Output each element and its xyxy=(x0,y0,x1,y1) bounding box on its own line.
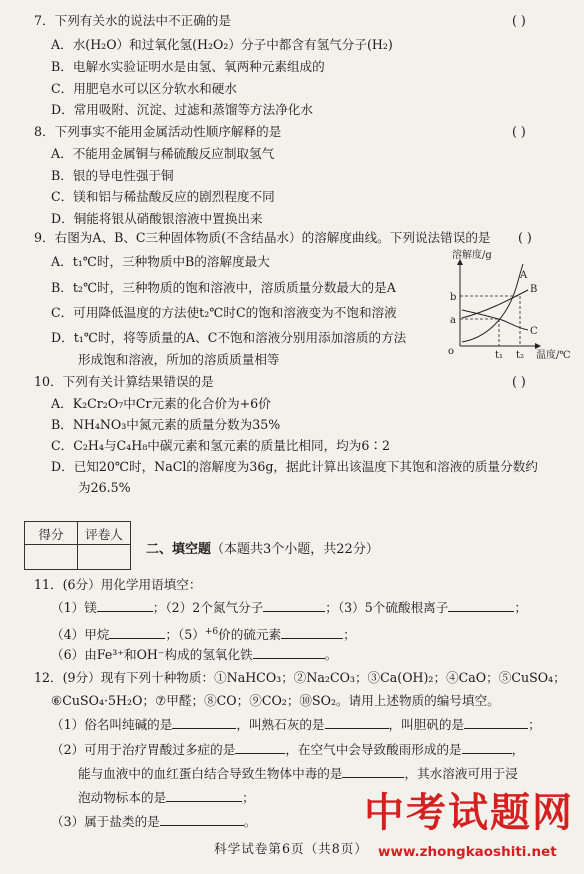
watermark-url[interactable]: www.zhongkaoshiti.net xyxy=(378,844,557,860)
q11-row-3 xyxy=(51,646,337,664)
q12-blank-acid-rain[interactable] xyxy=(462,741,512,754)
graph-y-tick-a: a xyxy=(450,315,456,326)
score-box-header-grader: 评卷人 xyxy=(78,522,131,545)
q12-p2b-label-b: ，其水溶液可用于浸 xyxy=(404,766,518,781)
q12-part-2-continued-2 xyxy=(78,789,255,807)
q11-part6-label: （6）由Fe³⁺和OH⁻构成的氢氧化铁 xyxy=(51,647,253,662)
q12-stem-continued: ⑥CuSO₄·5H₂O；⑦甲醛；⑧CO；⑨CO₂；⑩SO₂。请用上述物质的编号填空。 xyxy=(51,693,500,708)
q7-option-c: C．用肥皂水可以区分软水和硬水 xyxy=(51,81,237,96)
page-footer: 科学试卷第6页（共8页） xyxy=(214,841,368,856)
q8-answer-paren: ( ) xyxy=(512,124,526,139)
q8-option-a: A．不能用金属铜与稀硫酸反应制取氢气 xyxy=(51,146,275,161)
q12-part-3 xyxy=(51,813,256,831)
q11-blank-1[interactable] xyxy=(97,599,153,612)
graph-x-tick-t2: t₂ xyxy=(516,350,525,360)
q10-option-d: D．已知20℃时，NaCl的溶解度为36g，据此计算出该温度下其饱和溶液的质量分数约 xyxy=(51,459,538,474)
curve-label-b: B xyxy=(530,284,538,295)
q9-option-c: C．可用降低温度的方法使t₂℃时C的饱和溶液变为不饱和溶液 xyxy=(51,305,397,320)
solubility-curve-graph xyxy=(440,248,580,360)
q10-stem: 10．下列有关计算结果错误的是 xyxy=(34,374,214,389)
score-box-score-cell[interactable] xyxy=(25,545,78,570)
score-box xyxy=(24,521,131,570)
q11-part2-label: ；（2）2个氮气分子 xyxy=(152,600,264,615)
curve-label-a: A xyxy=(520,270,528,281)
section-two-heading: 二、填空题 xyxy=(146,542,212,557)
q9-option-a: A．t₁℃时，三种物质中B的溶解度最大 xyxy=(51,254,270,269)
q8-option-b: B．银的导电性强于铜 xyxy=(51,168,174,183)
q12-p2-label-a: （2）可用于治疗胃酸过多症的是 xyxy=(51,742,236,757)
q11-stem: 11．(6分）用化学用语填空： xyxy=(34,577,202,592)
q12-p1-label-a: （1）俗名叫纯碱的是 xyxy=(51,717,173,732)
q12-p1-label-c: ，叫胆矾的是 xyxy=(388,717,465,732)
q10-option-c: C．C₂H₄与C₄H₈中碳元素和氢元素的质量比相同，均为6∶2 xyxy=(51,438,390,453)
q12-blank-salts[interactable] xyxy=(160,813,244,826)
q11-part1-label: （1）镁 xyxy=(51,600,97,615)
q11-blank-6[interactable] xyxy=(253,646,325,659)
q8-option-d: D．铜能将银从硝酸银溶液中置换出来 xyxy=(51,211,263,226)
q11-blank-4[interactable] xyxy=(109,626,165,639)
graph-x-tick-t1: t₁ xyxy=(495,350,504,360)
section-two-note: （本题共3个小题，共22分） xyxy=(211,542,379,557)
q10-option-d-continued: 为26.5% xyxy=(78,480,131,495)
q11-row-1 xyxy=(51,599,527,617)
curve-b xyxy=(462,290,528,318)
score-box-grader-cell[interactable] xyxy=(78,545,131,570)
q11-blank-5[interactable] xyxy=(281,626,343,639)
q12-p2b-label-a: 能与血液中的血红蛋白结合导致生物体中毒的是 xyxy=(78,766,343,781)
q12-p2-label-b: ，在空气中会导致酸雨形成的是 xyxy=(285,742,462,757)
q12-p3-label: （3）属于盐类的是 xyxy=(51,814,160,829)
q11-row3-end: 。 xyxy=(324,647,338,662)
section-two-title xyxy=(146,538,379,557)
curve-label-c: C xyxy=(530,326,538,337)
q12-blank-soda-ash[interactable] xyxy=(172,716,236,729)
q11-valence-sup: +6 xyxy=(204,627,219,637)
q11-part4-label: （4）甲烷 xyxy=(51,627,110,643)
q12-blank-antacid[interactable] xyxy=(235,741,285,754)
q10-option-b: B．NH₄NO₃中氮元素的质量分数为35% xyxy=(51,417,281,432)
watermark-logo: 中考试题网 xyxy=(364,790,574,836)
q7-option-d: D．常用吸附、沉淀、过滤和蒸馏等方法净化水 xyxy=(51,102,313,117)
q9-option-d: D．t₁℃时，将等质量的A、C不饱和溶液分别用添加溶质的方法 xyxy=(51,330,407,345)
q12-p3-end: 。 xyxy=(243,814,257,829)
q12-blank-blue-vitriol[interactable] xyxy=(464,716,528,729)
q12-stem: 12．(9分）现有下列十种物质：①NaHCO₃；②Na₂CO₃；③Ca(OH)₂；④CaO；⑤CuSO₄； xyxy=(34,670,566,685)
q12-p1-end: ； xyxy=(528,717,541,732)
q11-row-2 xyxy=(51,623,356,644)
q7-option-a: A．水(H₂O）和过氧化氢(H₂O₂）分子中都含有氢气分子(H₂) xyxy=(51,37,393,52)
q7-stem: 7．下列有关水的说法中不正确的是 xyxy=(34,13,231,28)
q11-row2-end: ； xyxy=(343,627,356,643)
q11-row1-end: ； xyxy=(514,600,527,615)
q12-blank-specimen[interactable] xyxy=(166,789,242,802)
q12-blank-toxic[interactable] xyxy=(342,765,404,778)
q12-p2c-end: ； xyxy=(242,790,255,805)
graph-x-axis-label: 温度/℃ xyxy=(536,350,571,360)
q10-option-a: A．K₂Cr₂O₇中Cr元素的化合价为+6价 xyxy=(51,396,271,411)
graph-y-tick-b: b xyxy=(450,292,457,303)
q9-stem: 9．右图为A、B、C三种固体物质(不含结晶水）的溶解度曲线。下列说法错误的是 xyxy=(34,230,491,245)
q7-option-b: B．电解水实验证明水是由氢、氧两种元素组成的 xyxy=(51,59,325,74)
q12-blank-slaked-lime[interactable] xyxy=(325,716,389,729)
q12-p2-end: ， xyxy=(511,742,525,757)
q11-blank-2[interactable] xyxy=(263,599,325,612)
score-box-header-score: 得分 xyxy=(25,522,78,545)
q9-answer-paren: ( ) xyxy=(518,230,532,245)
q7-answer-paren: ( ) xyxy=(512,13,526,28)
q12-p2c-label: 泡动物标本的是 xyxy=(78,790,167,805)
q11-part3-label: ；（3）5个硫酸根离子 xyxy=(325,600,449,615)
q12-part-2 xyxy=(51,741,524,759)
q10-answer-paren: ( ) xyxy=(512,374,526,389)
q9-option-d-continued: 形成饱和溶液，所加的溶质质量相等 xyxy=(78,352,280,367)
graph-y-axis-label: 溶解度/g xyxy=(452,250,492,261)
q9-option-b: B．t₂℃时，三种物质的饱和溶液中，溶质质量分数最大的是A xyxy=(51,280,396,295)
q12-part-1 xyxy=(51,716,541,734)
q12-p1-label-b: ，叫熟石灰的是 xyxy=(236,717,325,732)
curve-c xyxy=(462,310,528,330)
q12-part-2-continued xyxy=(78,765,518,783)
q11-blank-3[interactable] xyxy=(448,599,514,612)
q11-part5-label: ；（5） xyxy=(165,627,205,643)
graph-origin: o xyxy=(448,346,455,357)
q8-option-c: C．镁和铝与稀盐酸反应的剧烈程度不同 xyxy=(51,189,275,204)
curve-a xyxy=(462,264,523,342)
q8-stem: 8．下列事实不能用金属活动性顺序解释的是 xyxy=(34,124,282,139)
q11-part5-text: 价的硫元素 xyxy=(218,627,282,643)
